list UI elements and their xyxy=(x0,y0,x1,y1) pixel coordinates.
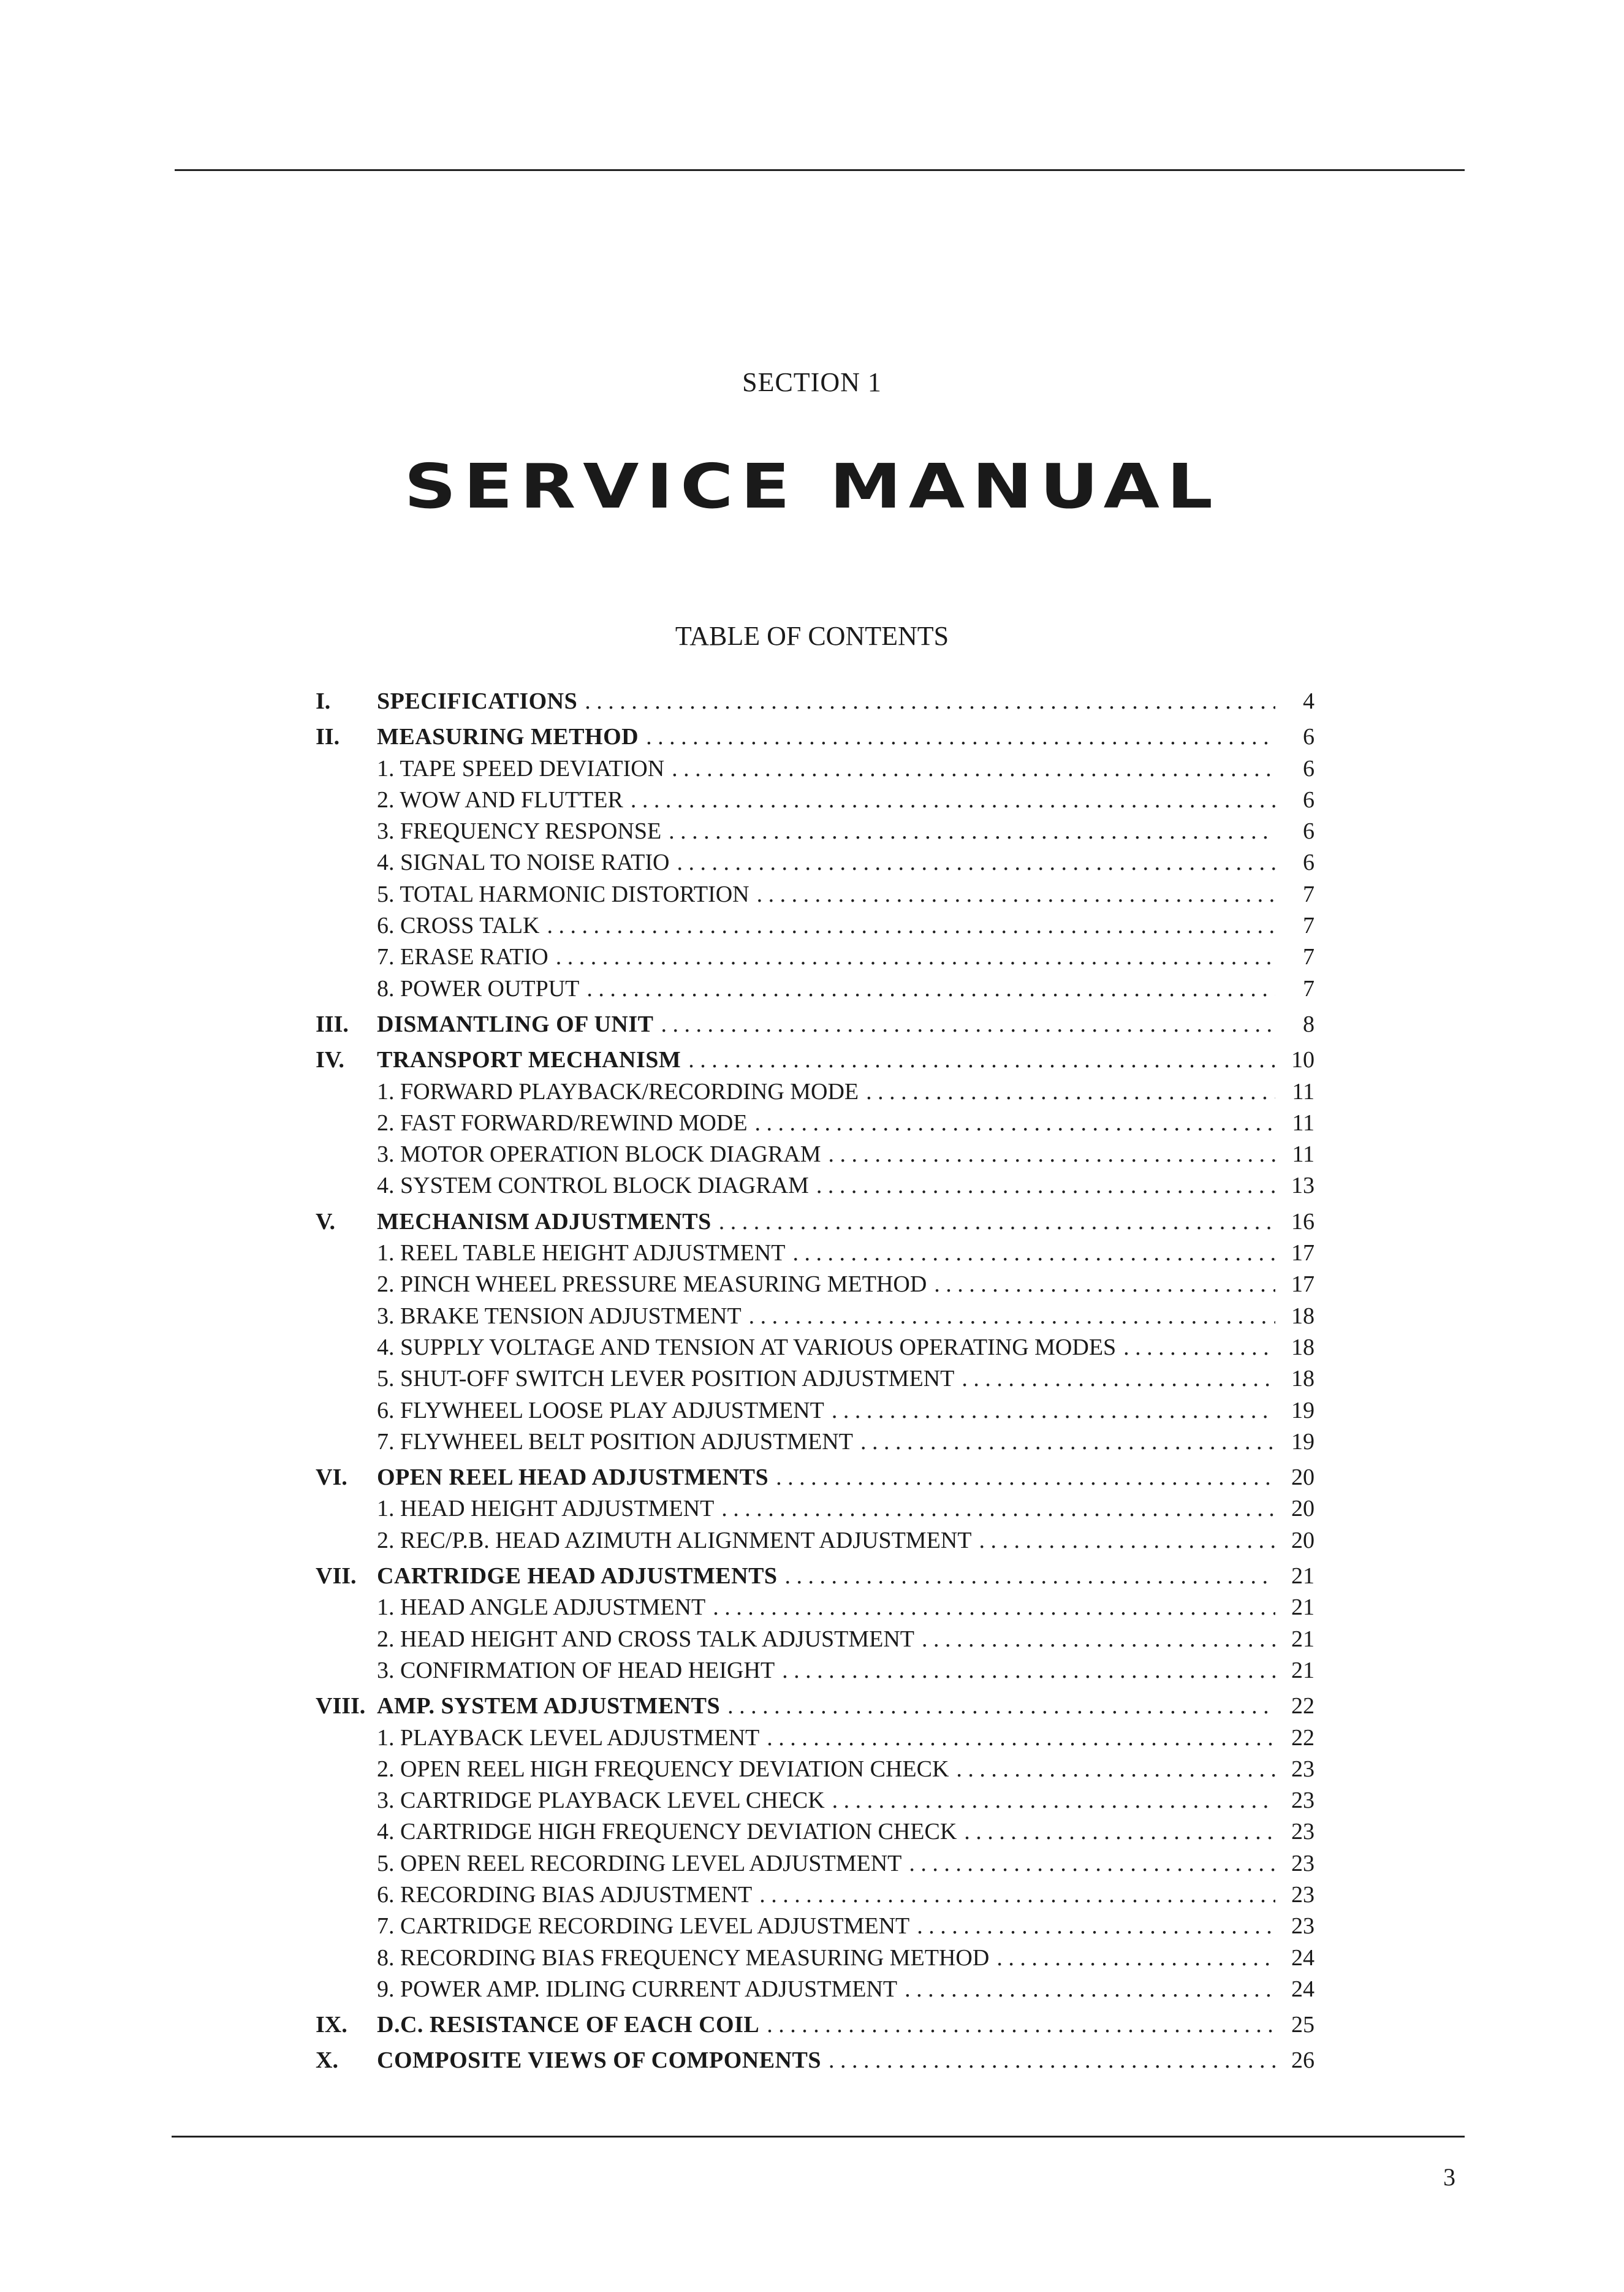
toc-dot-leader xyxy=(956,1756,1275,1783)
toc-dot-leader xyxy=(832,1397,1275,1424)
toc-entry-page: 11 xyxy=(1292,1110,1315,1136)
section-label: SECTION 1 xyxy=(742,367,882,397)
toc-subsection-entry xyxy=(316,1944,1315,1976)
toc-dot-leader xyxy=(755,1110,1275,1136)
toc-entry-title: 2. FAST FORWARD/REWIND MODE xyxy=(377,1110,748,1136)
toc-dot-leader xyxy=(964,1818,1275,1845)
toc-entry-title: 2. REC/P.B. HEAD AZIMUTH ALIGNMENT ADJUSTMENT xyxy=(377,1527,972,1553)
toc-section-entry xyxy=(316,1464,1315,1495)
toc-subsection-entry xyxy=(316,1976,1315,2007)
toc-dot-leader xyxy=(782,1657,1275,1684)
toc-entry-number: V. xyxy=(316,1208,336,1235)
toc-entry-number: IV. xyxy=(316,1047,344,1073)
toc-entry-title: 3. FREQUENCY RESPONSE xyxy=(377,818,662,845)
toc-entry-page: 6 xyxy=(1303,850,1315,876)
toc-section-entry xyxy=(316,1692,1315,1724)
toc-entry-page: 23 xyxy=(1291,1756,1315,1782)
toc-entry-page: 6 xyxy=(1303,786,1315,813)
toc-dot-leader xyxy=(785,1563,1275,1590)
toc-dot-leader xyxy=(727,1692,1275,1719)
toc-dot-leader xyxy=(829,2047,1275,2074)
toc-subsection-entry xyxy=(316,943,1315,975)
toc-entry-number: II. xyxy=(316,724,340,750)
toc-entry-title: 5. OPEN REEL RECORDING LEVEL ADJUSTMENT xyxy=(377,1850,902,1876)
toc-dot-leader xyxy=(979,1527,1275,1554)
toc-dot-leader xyxy=(713,1594,1275,1621)
toc-entry-title: 6. CROSS TALK xyxy=(377,913,540,939)
toc-entry-title: 2. PINCH WHEEL PRESSURE MEASURING METHOD xyxy=(377,1271,927,1298)
toc-dot-leader xyxy=(962,1365,1275,1392)
toc-subsection-entry xyxy=(316,912,1315,943)
toc-entry-title: 7. FLYWHEEL BELT POSITION ADJUSTMENT xyxy=(377,1428,853,1455)
toc-entry-page: 17 xyxy=(1291,1240,1315,1266)
toc-entry-title: 5. SHUT-OFF SWITCH LEVER POSITION ADJUSTMENT xyxy=(377,1366,955,1392)
toc-entry-title: 9. POWER AMP. IDLING CURRENT ADJUSTMENT xyxy=(377,1976,898,2002)
toc-subsection-entry xyxy=(316,881,1315,912)
toc-subsection-entry xyxy=(316,1495,1315,1526)
toc-subsection-entry xyxy=(316,1141,1315,1172)
toc-dot-leader xyxy=(816,1172,1275,1199)
toc-entry-title: 1. FORWARD PLAYBACK/RECORDING MODE xyxy=(377,1078,859,1105)
toc-heading: TABLE OF CONTENTS xyxy=(675,621,949,651)
toc-dot-leader xyxy=(672,755,1275,782)
toc-entry-page: 24 xyxy=(1291,1976,1315,2002)
toc-entry-title: 1. PLAYBACK LEVEL ADJUSTMENT xyxy=(377,1724,760,1751)
toc-section-entry xyxy=(316,688,1315,719)
toc-entry-title: 2. WOW AND FLUTTER xyxy=(377,786,623,813)
toc-entry-page: 21 xyxy=(1291,1594,1315,1621)
page-number: 3 xyxy=(1443,2163,1455,2191)
toc-dot-leader xyxy=(917,1913,1275,1940)
toc-entry-title: 3. MOTOR OPERATION BLOCK DIAGRAM xyxy=(377,1141,821,1168)
toc-dot-leader xyxy=(719,1208,1275,1235)
toc-entry-page: 17 xyxy=(1291,1271,1315,1298)
toc-entry-page: 23 xyxy=(1291,1819,1315,1845)
toc-entry-title: 4. CARTRIDGE HIGH FREQUENCY DEVIATION CHECK xyxy=(377,1819,957,1845)
toc-subsection-entry xyxy=(316,818,1315,849)
toc-entry-page: 23 xyxy=(1291,1850,1315,1876)
toc-dot-leader xyxy=(860,1428,1275,1455)
toc-entry-title: 3. CONFIRMATION OF HEAD HEIGHT xyxy=(377,1657,775,1683)
toc-subsection-entry xyxy=(316,975,1315,1007)
toc-dot-leader xyxy=(688,1046,1275,1073)
toc-subsection-entry xyxy=(316,1303,1315,1334)
toc-subsection-entry xyxy=(316,1110,1315,1141)
toc-entry-number: VIII. xyxy=(316,1693,366,1719)
toc-subsection-entry xyxy=(316,1172,1315,1203)
toc-dot-leader xyxy=(905,1976,1275,2003)
toc-subsection-entry xyxy=(316,1271,1315,1302)
toc-dot-leader xyxy=(669,818,1275,845)
toc-entry-title: 1. HEAD ANGLE ADJUSTMENT xyxy=(377,1594,706,1621)
toc-entry-title: 1. HEAD HEIGHT ADJUSTMENT xyxy=(377,1496,715,1522)
toc-subsection-entry xyxy=(316,1397,1315,1428)
toc-entry-page: 6 xyxy=(1303,755,1315,782)
toc-dot-leader xyxy=(793,1239,1275,1266)
toc-entry-page: 18 xyxy=(1291,1334,1315,1360)
toc-dot-leader xyxy=(909,1850,1275,1877)
toc-entry-title: 5. TOTAL HARMONIC DISTORTION xyxy=(377,881,749,907)
toc-subsection-entry xyxy=(316,1594,1315,1625)
toc-entry-title: MEASURING METHOD xyxy=(377,724,639,750)
toc-subsection-entry xyxy=(316,1239,1315,1271)
toc-dot-leader xyxy=(585,688,1275,715)
toc-entry-title: 6. RECORDING BIAS ADJUSTMENT xyxy=(377,1881,753,1908)
toc-entry-page: 21 xyxy=(1291,1626,1315,1652)
toc-dot-leader xyxy=(776,1464,1275,1491)
toc-subsection-entry xyxy=(316,1428,1315,1460)
toc-entry-page: 23 xyxy=(1291,1913,1315,1940)
toc-dot-leader xyxy=(721,1495,1275,1522)
toc-entry-page: 20 xyxy=(1291,1464,1315,1491)
toc-dot-leader xyxy=(1123,1334,1275,1361)
toc-entry-title: 8. RECORDING BIAS FREQUENCY MEASURING METHOD xyxy=(377,1944,990,1971)
toc-entry-number: VII. xyxy=(316,1563,357,1590)
page-title: SERVICE MANUAL xyxy=(404,451,1220,522)
toc-entry-page: 19 xyxy=(1291,1397,1315,1423)
toc-subsection-entry xyxy=(316,1657,1315,1688)
top-rule xyxy=(175,169,1465,171)
toc-entry-page: 21 xyxy=(1291,1563,1315,1590)
toc-entry-title: 4. SYSTEM CONTROL BLOCK DIAGRAM xyxy=(377,1173,809,1199)
toc-section-entry xyxy=(316,1563,1315,1594)
toc-entry-title: MECHANISM ADJUSTMENTS xyxy=(377,1208,711,1235)
toc-entry-title: 1. REEL TABLE HEIGHT ADJUSTMENT xyxy=(377,1240,786,1266)
toc-entry-title: 6. FLYWHEEL LOOSE PLAY ADJUSTMENT xyxy=(377,1397,824,1423)
toc-entry-title: 4. SIGNAL TO NOISE RATIO xyxy=(377,850,670,876)
toc-entry-title: 2. OPEN REEL HIGH FREQUENCY DEVIATION CHECK xyxy=(377,1756,949,1782)
toc-dot-leader xyxy=(547,912,1275,939)
toc-entry-page: 7 xyxy=(1303,975,1315,1002)
toc-subsection-entry xyxy=(316,1365,1315,1396)
toc-entry-title: COMPOSITE VIEWS OF COMPONENTS xyxy=(377,2047,821,2074)
toc-dot-leader xyxy=(934,1271,1275,1298)
toc-entry-title: CARTRIDGE HEAD ADJUSTMENTS xyxy=(377,1563,778,1590)
toc-entry-page: 22 xyxy=(1291,1724,1315,1751)
toc-subsection-entry xyxy=(316,1787,1315,1818)
toc-entry-page: 23 xyxy=(1291,1788,1315,1814)
toc-entry-number: X. xyxy=(316,2047,338,2074)
toc-entry-page: 25 xyxy=(1291,2012,1315,2038)
toc-entry-title: 3. CARTRIDGE PLAYBACK LEVEL CHECK xyxy=(377,1788,825,1814)
bottom-rule xyxy=(172,2136,1465,2138)
toc-entry-number: VI. xyxy=(316,1464,347,1491)
toc-dot-leader xyxy=(922,1626,1275,1653)
toc-section-entry xyxy=(316,2011,1315,2043)
toc-entry-page: 19 xyxy=(1291,1428,1315,1455)
toc-entry-title: 3. BRAKE TENSION ADJUSTMENT xyxy=(377,1303,742,1329)
toc-dot-leader xyxy=(586,975,1275,1002)
toc-dot-leader xyxy=(646,723,1275,750)
toc-entry-number: III. xyxy=(316,1011,349,1037)
toc-entry-page: 20 xyxy=(1291,1527,1315,1553)
toc-entry-title: AMP. SYSTEM ADJUSTMENTS xyxy=(377,1693,721,1719)
toc-subsection-entry xyxy=(316,1850,1315,1881)
toc-entry-page: 11 xyxy=(1292,1141,1315,1168)
toc-subsection-entry xyxy=(316,1913,1315,1944)
toc-subsection-entry xyxy=(316,1724,1315,1756)
toc-entry-page: 6 xyxy=(1303,818,1315,845)
toc-entry-title: 1. TAPE SPEED DEVIATION xyxy=(377,755,665,782)
toc-subsection-entry xyxy=(316,755,1315,786)
toc-dot-leader xyxy=(996,1944,1275,1971)
toc-subsection-entry xyxy=(316,1881,1315,1913)
toc-entry-page: 11 xyxy=(1292,1078,1315,1105)
toc-entry-title: 7. ERASE RATIO xyxy=(377,944,548,970)
toc-entry-page: 22 xyxy=(1291,1693,1315,1719)
toc-entry-title: DISMANTLING OF UNIT xyxy=(377,1011,654,1037)
toc-entry-page: 10 xyxy=(1291,1047,1315,1073)
toc-entry-number: IX. xyxy=(316,2012,347,2038)
toc-entry-page: 6 xyxy=(1303,724,1315,750)
table-of-contents xyxy=(316,683,1315,2079)
toc-dot-leader xyxy=(759,1881,1275,1908)
toc-entry-page: 7 xyxy=(1303,944,1315,970)
toc-section-entry xyxy=(316,1011,1315,1042)
toc-entry-page: 23 xyxy=(1291,1881,1315,1908)
toc-entry-page: 13 xyxy=(1291,1173,1315,1199)
toc-section-entry xyxy=(316,2047,1315,2078)
toc-entry-page: 20 xyxy=(1291,1496,1315,1522)
toc-subsection-entry xyxy=(316,786,1315,818)
toc-section-entry xyxy=(316,1046,1315,1078)
toc-subsection-entry xyxy=(316,849,1315,880)
toc-entry-title: 7. CARTRIDGE RECORDING LEVEL ADJUSTMENT xyxy=(377,1913,910,1940)
toc-dot-leader xyxy=(829,1141,1275,1168)
toc-dot-leader xyxy=(757,881,1275,908)
toc-subsection-entry xyxy=(316,1626,1315,1657)
toc-section-entry xyxy=(316,723,1315,755)
toc-entry-page: 8 xyxy=(1303,1011,1315,1037)
toc-subsection-entry xyxy=(316,1334,1315,1365)
toc-dot-leader xyxy=(677,849,1275,876)
toc-dot-leader xyxy=(767,2011,1275,2038)
toc-dot-leader xyxy=(866,1078,1275,1105)
toc-entry-number: I. xyxy=(316,688,331,714)
toc-entry-title: D.C. RESISTANCE OF EACH COIL xyxy=(377,2012,760,2038)
toc-entry-page: 21 xyxy=(1291,1657,1315,1683)
toc-dot-leader xyxy=(767,1724,1275,1751)
toc-entry-page: 7 xyxy=(1303,913,1315,939)
toc-entry-page: 18 xyxy=(1291,1366,1315,1392)
toc-section-entry xyxy=(316,1208,1315,1239)
toc-entry-title: 2. HEAD HEIGHT AND CROSS TALK ADJUSTMENT xyxy=(377,1626,914,1652)
toc-entry-page: 24 xyxy=(1291,1944,1315,1971)
toc-subsection-entry xyxy=(316,1756,1315,1787)
toc-entry-page: 26 xyxy=(1291,2047,1315,2074)
toc-entry-title: SPECIFICATIONS xyxy=(377,688,578,714)
toc-dot-leader xyxy=(661,1011,1275,1038)
toc-entry-page: 7 xyxy=(1303,881,1315,907)
toc-dot-leader xyxy=(556,943,1275,970)
toc-entry-title: TRANSPORT MECHANISM xyxy=(377,1047,681,1073)
toc-subsection-entry xyxy=(316,1818,1315,1849)
toc-subsection-entry xyxy=(316,1078,1315,1110)
toc-entry-title: 8. POWER OUTPUT xyxy=(377,975,580,1002)
toc-entry-title: OPEN REEL HEAD ADJUSTMENTS xyxy=(377,1464,769,1491)
toc-entry-page: 18 xyxy=(1291,1303,1315,1329)
toc-subsection-entry xyxy=(316,1527,1315,1558)
toc-dot-leader xyxy=(631,786,1275,813)
toc-dot-leader xyxy=(832,1787,1275,1814)
toc-dot-leader xyxy=(749,1303,1275,1330)
toc-entry-page: 16 xyxy=(1291,1208,1315,1235)
toc-entry-page: 4 xyxy=(1303,688,1315,714)
toc-entry-title: 4. SUPPLY VOLTAGE AND TENSION AT VARIOUS OPERATING MODES xyxy=(377,1334,1117,1360)
